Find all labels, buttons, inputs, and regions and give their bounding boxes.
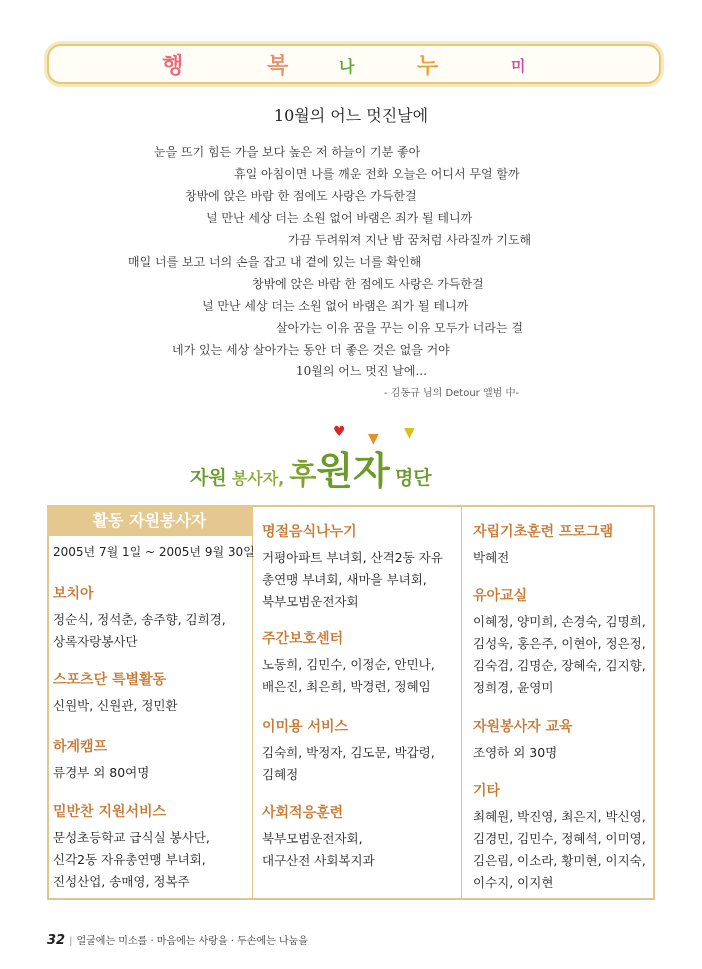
section-line: 박혜전 (473, 550, 510, 565)
poem-line: 널 만난 세상 더는 소원 없어 바램은 죄가 될 테니까 (202, 299, 469, 313)
section-line: 김경민, 김민수, 정혜석, 이미영, (473, 831, 646, 846)
section-title: 자립기초훈련 프로그램 (473, 524, 614, 540)
banner-char-3: 나 (339, 57, 356, 76)
section-line: 김혜정 (262, 767, 299, 782)
section-line: 이혜정, 양미희, 손경숙, 김명희, (473, 614, 646, 629)
heading-part: 명단 (394, 467, 432, 489)
poem-title: 10월의 어느 멋진날에 (273, 106, 429, 125)
section-line: 배은진, 최은희, 박경련, 정혜임 (262, 679, 431, 694)
title-banner (47, 44, 661, 84)
list-section (473, 716, 573, 764)
section-line: 신각2동 자유총연맹 부녀회, (53, 852, 206, 867)
poem-line: 가끔 두려워져 지난 밤 꿈처럼 사라질까 기도해 (288, 233, 532, 247)
banner-char-5: 미 (511, 57, 527, 75)
list-section (262, 802, 375, 872)
section-line: 북부모범운전자회 (262, 594, 359, 609)
section-heading (190, 440, 432, 495)
footer-slogan: 얼굴에는 미소를 · 마음에는 사랑을 · 두손에는 나눔을 (76, 936, 308, 947)
heart-flower-icon: ♥ (333, 424, 346, 440)
section-title: 기타 (473, 783, 501, 799)
banner-char-4: 누 (417, 54, 440, 79)
section-line: 정희경, 윤영미 (473, 680, 554, 695)
poem-line: 창밖에 앉은 바람 한 점에도 사랑은 가득한걸 (185, 189, 417, 203)
poem-line: 살아가는 이유 꿈을 꾸는 이유 모두가 너라는 걸 (276, 321, 523, 335)
section-line: 이수지, 이지현 (473, 875, 554, 890)
section-line: 정순식, 정석춘, 송주향, 김희경, (53, 612, 226, 627)
banner-char-2: 복 (267, 54, 290, 79)
section-line: 북부모범운전자회, (262, 831, 363, 846)
poem-line: 눈을 뜨기 힘든 가을 보다 높은 저 하늘이 기분 좋아 (154, 145, 421, 159)
poem-line: 휴일 아침이면 나를 깨운 전화 오늘은 어디서 무얼 할까 (234, 167, 520, 181)
section-title: 밑반찬 지원서비스 (53, 804, 167, 820)
section-line: 노동희, 김민수, 이정순, 안민나, (262, 657, 435, 672)
flower-icon: ▼ (368, 431, 379, 447)
section-line: 거평아파트 부녀회, 산격2동 자유 (262, 550, 443, 565)
flower-icon: ▼ (404, 425, 415, 441)
page-footer (47, 932, 308, 948)
section-line: 문성초등학교 급식실 봉사단, (53, 830, 210, 845)
list-section (473, 780, 646, 894)
section-line: 조영하 외 30명 (473, 745, 558, 760)
period-text: 2005년 7월 1일 ~ 2005년 9월 30일 (53, 545, 255, 559)
section-line: 김성욱, 홍은주, 이현아, 정은정, (473, 636, 646, 651)
poem-credit: - 김동규 님의 Detour 앨범 中- (384, 388, 520, 399)
section-line: 신원박, 신원관, 정민환 (53, 698, 178, 713)
poem-line: 창밖에 앉은 바람 한 점에도 사랑은 가득한걸 (252, 277, 484, 291)
poem-line: 널 만난 세상 더는 소원 없어 바램은 죄가 될 테니까 (206, 211, 473, 225)
section-title: 자원봉사자 교육 (473, 719, 573, 735)
section-line: 진성산업, 송매영, 정복주 (53, 874, 190, 889)
section-title: 주간보호센터 (262, 631, 344, 647)
heading-part: 후 (289, 458, 317, 491)
column-divider (252, 505, 253, 900)
list-section (53, 669, 178, 717)
section-title: 보치아 (53, 586, 94, 602)
section-title: 이미용 서비스 (262, 719, 349, 735)
list-section (262, 521, 443, 613)
section-title: 사회적응훈련 (262, 805, 344, 821)
section-line: 김숙검, 김명순, 장혜숙, 김지향, (473, 658, 646, 673)
section-title: 명절음식나누기 (262, 524, 357, 540)
heading-part: 원자 (316, 449, 390, 493)
section-line: 김은림, 이소라, 황미현, 이지숙, (473, 853, 646, 868)
banner-char-1: 행 (162, 54, 185, 79)
list-section (473, 521, 613, 569)
section-line: 대구산전 사회복지과 (262, 853, 375, 868)
section-line: 총연맹 부녀회, 새마을 부녀회, (262, 572, 427, 587)
poem-line: 10월의 어느 멋진 날에... (296, 364, 427, 378)
column-divider (461, 505, 462, 900)
heading-part: 자원 (190, 467, 227, 489)
section-title: 하계캠프 (53, 739, 108, 755)
section-title: 스포츠단 특별활동 (53, 672, 167, 688)
section-line: 김숙희, 박정자, 김도문, 박갑령, (262, 745, 435, 760)
page-number: 32 (47, 933, 66, 948)
list-section (53, 736, 149, 784)
section-line: 상록자랑봉사단 (53, 634, 138, 649)
section-title: 유아교실 (473, 588, 528, 604)
list-section (473, 585, 646, 699)
poem-line: 매일 너를 보고 너의 손을 잡고 내 곁에 있는 너를 확인해 (128, 255, 422, 269)
heading-part: 봉사자, (231, 469, 285, 488)
list-header: 활동 자원봉사자 (47, 505, 252, 536)
list-section (53, 801, 210, 893)
poem-line: 네가 있는 세상 살아가는 동안 더 좋은 것은 없을 거야 (172, 343, 450, 357)
section-line: 류경부 외 80여명 (53, 765, 150, 780)
footer-separator: | (69, 936, 73, 947)
list-section (53, 583, 226, 653)
list-section (262, 628, 435, 698)
list-section (262, 716, 435, 786)
section-line: 최혜원, 박진영, 최은지, 박신영, (473, 809, 646, 824)
